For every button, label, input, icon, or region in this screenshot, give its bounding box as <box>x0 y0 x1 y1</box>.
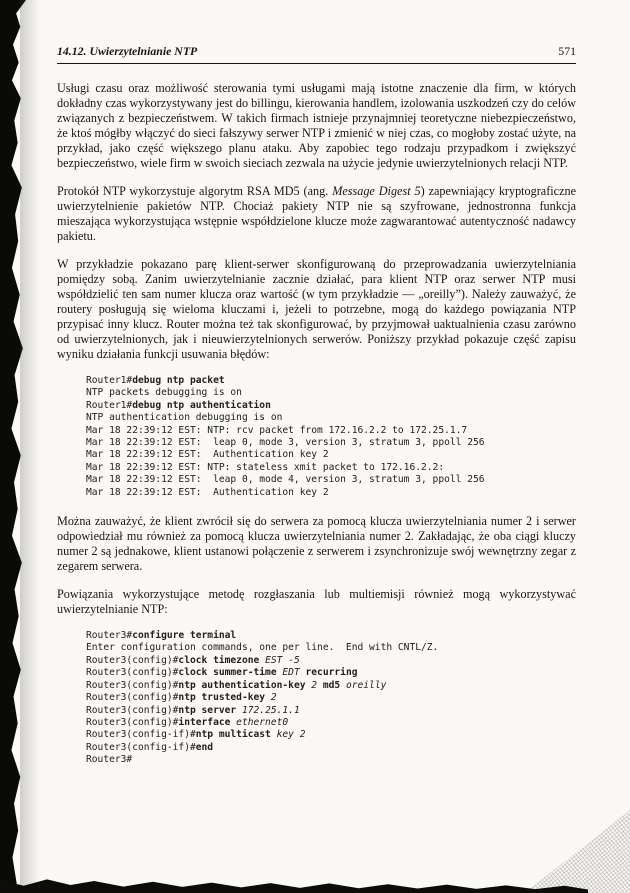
code-segment: clock summer-time <box>178 667 277 679</box>
paragraph <box>57 257 576 362</box>
code-line <box>86 400 576 412</box>
code-line <box>86 412 576 424</box>
code-segment: NTP authentication debugging is on <box>86 412 283 424</box>
code-segment: EST -5 <box>259 654 300 666</box>
code-line <box>86 387 576 399</box>
code-segment: Router1# <box>86 375 133 386</box>
text-segment: Można zauważyć, że klient zwrócił się do serwera za pomocą klucza uwierzytelniania numer 2 i serwer odpowiedział mu również za pomocą klucza uwierzytelniania numer 2. Zakładając, że oba ciągi kluczy numer 2 są jednakowe, klient ustanowi połączenie z serwerem i zsynchronizuje swój wewnętrzny zegar z zegarem serwera. <box>57 514 576 574</box>
code-segment: Enter configuration commands, one per line. End with CNTL/Z. <box>86 642 439 654</box>
code-segment: md5 <box>317 679 341 691</box>
code-segment: Mar 18 22:39:12 EST: Authentication key 2 <box>86 449 329 461</box>
code-segment: end <box>195 741 214 753</box>
code-segment: Router3(config)# <box>86 679 179 691</box>
page-number: 571 <box>558 44 576 58</box>
code-line <box>86 742 576 754</box>
code-line <box>86 449 576 461</box>
code-segment: Mar 18 22:39:12 EST: NTP: rcv packet from 172.16.2.2 to 172.25.1.7 <box>86 424 468 436</box>
paragraph <box>57 514 576 574</box>
code-segment: Router3(config)# <box>86 716 179 728</box>
scan-noise-texture <box>510 803 630 893</box>
page-flow <box>57 81 576 767</box>
text-segment: ) zapewniający kryptograficzne uwierzytelnienie pakietów NTP. Chociaż pakiety NTP nie są szyfrowane, jednostronna funkcja mieszająca wykorzystująca wstępnie współdzielone klucze może zagwarantować autentyczność nadawcy pakietu. <box>57 184 576 243</box>
code-line <box>86 705 576 717</box>
code-segment: configure terminal <box>132 630 237 642</box>
code-segment: Router3# <box>86 630 133 642</box>
code-segment: Router3(config)# <box>86 704 179 716</box>
code-line <box>86 754 576 766</box>
code-segment: 2 <box>305 679 318 691</box>
code-line <box>86 655 576 667</box>
code-line <box>86 487 576 499</box>
section-header: 14.12. Uwierzytelnianie NTP <box>57 44 198 58</box>
code-line <box>86 375 576 387</box>
code-line <box>86 729 576 741</box>
code-segment: Router1# <box>86 399 133 411</box>
code-segment: oreilly <box>340 679 387 691</box>
binding-edge-gradient <box>20 0 40 893</box>
code-segment: Router3(config)# <box>86 667 179 679</box>
code-segment: debug ntp authentication <box>132 399 271 411</box>
code-segment: ntp server <box>178 704 237 716</box>
code-line <box>86 462 576 474</box>
code-line <box>86 630 576 642</box>
code-segment: Mar 18 22:39:12 EST: leap 0, mode 4, version 3, stratum 3, ppoll 256 <box>86 474 485 486</box>
code-line <box>86 667 576 679</box>
code-segment: 2 <box>265 692 277 704</box>
code-block <box>86 375 576 499</box>
italic-text-segment: Message Digest 5 <box>332 184 421 198</box>
text-segment: Powiązania wykorzystujące metodę rozgłaszania lub multiemisji również mogą wykorzystywać uwierzytelnianie NTP: <box>57 587 576 617</box>
code-segment: Router3(config-if)# <box>86 729 196 741</box>
code-line <box>86 474 576 486</box>
code-segment: key 2 <box>270 729 306 741</box>
paragraph <box>57 587 576 617</box>
paragraph <box>57 81 576 171</box>
code-segment: ethernet0 <box>230 716 289 728</box>
code-segment: ntp multicast <box>195 729 271 741</box>
code-segment: NTP packets debugging is on <box>86 387 242 399</box>
code-segment: ntp authentication-key <box>178 679 306 691</box>
header-rule <box>57 63 576 64</box>
code-segment: clock timezone <box>178 654 260 666</box>
paragraph <box>57 184 576 244</box>
code-line <box>86 680 576 692</box>
code-segment: ntp trusted-key <box>178 692 266 704</box>
code-segment: interface <box>178 716 231 728</box>
code-segment: Mar 18 22:39:12 EST: leap 0, mode 3, version 3, stratum 3, ppoll 256 <box>86 437 485 449</box>
page-bottom-shadow <box>0 877 588 893</box>
code-block <box>86 630 576 766</box>
code-segment: recurring <box>299 667 358 679</box>
page-content <box>57 44 576 782</box>
page-header <box>57 44 576 63</box>
code-segment: 172.25.1.1 <box>236 704 300 716</box>
text-segment: Protokół NTP wykorzystuje algorytm RSA MD5 (ang. <box>57 184 333 198</box>
code-segment: Router3# <box>86 754 133 766</box>
code-segment: debug ntp packet <box>132 375 225 386</box>
code-segment: Router3(config-if)# <box>86 741 196 753</box>
code-segment: Mar 18 22:39:12 EST: Authentication key 2 <box>86 486 329 498</box>
code-line <box>86 642 576 654</box>
code-segment: Mar 18 22:39:12 EST: NTP: stateless xmit packet to 172.16.2.2: <box>86 461 445 473</box>
code-segment: Router3(config)# <box>86 692 179 704</box>
code-segment: Router3(config)# <box>86 654 179 666</box>
code-segment: EDT <box>276 667 300 679</box>
text-segment: W przykładzie pokazano parę klient-serwer skonfigurowaną do przeprowadzania uwierzytelniania pomiędzy sobą. Zanim uwierzytelnianie zacznie działać, para klient NTP oraz serwer NTP musi współdzielić ten sam numer klucza oraz wartość (w tym przykładzie — „oreilly”). Należy zauważyć, że routery posługują się wieloma kluczami i, jeżeli to potrzebne, mogą do każdego powiązania NTP przypisać inny klucz. Router można też tak skonfigurować, by przyjmował uaktualnienia czasu zarówno od uwierzytelnionych, jak i nieuwierzytelnionych serwerów. Poniższy przykład pokazuje część zapisu wyniku działania funkcji usuwania błędów: <box>57 257 576 361</box>
code-line <box>86 437 576 449</box>
text-segment: Usługi czasu oraz możliwość sterowania tymi usługami mają istotne znaczenie dla firm, w których dokładny czas wykorzystywany jest do billingu, kierowania handlem, izolowania uszkodzeń czy do celów związanych z bezpieczeństwem. W takich firmach istnieje przynajmniej teoretyczne niebezpieczeństwo, że ktoś mógłby włączyć do sieci fałszywy serwer NTP i zmienić w niej czas, co mogłoby zostać użyte, na przykład, jako część większego planu ataku. Aby zapobiec tego rodzaju przypadkom i zwiększyć bezpieczeństwo, wiele firm w swoich sieciach zezwala na użycie jedynie uwierzytelnionych relacji NTP. <box>57 81 576 170</box>
code-line <box>86 717 576 729</box>
code-line <box>86 692 576 704</box>
code-line <box>86 425 576 437</box>
